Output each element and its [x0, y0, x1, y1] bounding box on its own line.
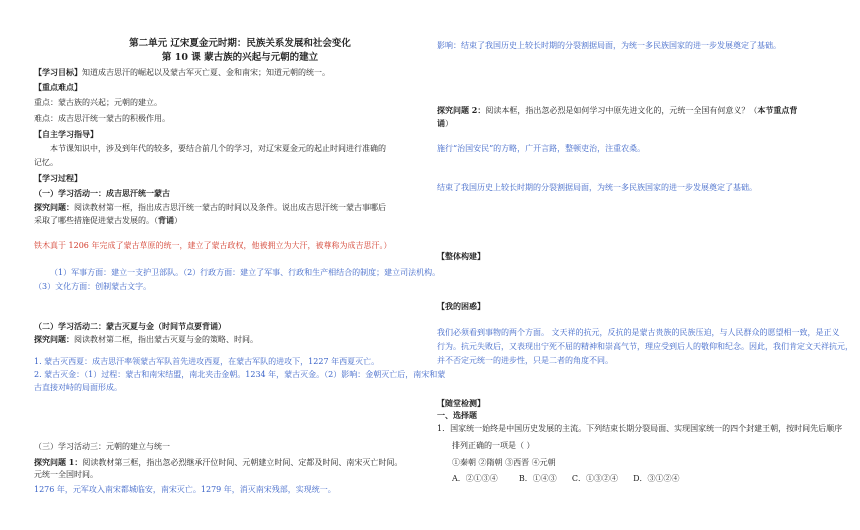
activity1-question-line2: [34, 214, 182, 227]
question2-text: 阅读本框，指出忽必烈是如何学习中原先进文化的，元统一全国有何意义？（: [485, 106, 758, 115]
goal-line: [34, 66, 330, 79]
recite-note: 背诵: [158, 215, 174, 225]
doubt-answer-2: 行为。抗元失败后，又表现出宁死不屈的精神和崇高气节，理应受到后人的敬仰和纪念。因此，我们肯定文天祥抗元，: [437, 342, 853, 351]
activity3-answer: 1276 年，元军攻入南宋都城临安，南宋灭亡。1279 年，消灭南宋残部，实现统一。: [34, 485, 336, 494]
activity1-question-line1: [34, 201, 386, 214]
activity1-question-text: 阅读教材第一框，指出成吉思汗统一蒙古的时间以及条件。说出成吉思汗统一蒙古事哪后: [74, 203, 386, 212]
question2-note-cont: 诵: [437, 118, 445, 128]
difficulty: 难点：成吉思汗统一蒙古的积极作用。: [34, 114, 170, 123]
activity3-title: （三）学习活动三：元朝的建立与统一: [34, 442, 170, 451]
activity1-question-end: ）: [174, 216, 182, 225]
activity2-title: （二）学习活动二：蒙古灭夏与金（时间节点要背诵）: [34, 321, 226, 331]
activity3-question-line2: 元统一全国时间。: [34, 470, 98, 479]
activity2-answer-3: 古直接对峙的局面形成。: [34, 383, 122, 392]
doubt-answer-3: 并不否定元统一的进步性，只是二者的角度不同。: [437, 356, 613, 365]
activity3-question-line1: [34, 456, 402, 469]
guide-label: 【自主学习指导】: [34, 129, 98, 139]
unit-title: 第二单元 辽宋夏金元时期：民族关系发展和社会变化: [129, 38, 351, 49]
option-b[interactable]: B．①④③: [518, 474, 557, 483]
doubt-answer-1: 我们必须看到事物的两个方面。 文天祥的抗元，反抗的是蒙古贵族的民族压迫，与人民群众的愿望相一致，是正义: [437, 328, 840, 337]
question1-line1: 1．国家统一始终是中国历史发展的主流。下列结束长期分裂局面、实现国家统一的四个封建王朝，按时间先后顺序: [437, 424, 843, 433]
activity2-answer-1: 1. 蒙古灭西夏：成吉思汗率领蒙古军队首先进攻西夏，在蒙古军队的进攻下，1227 年西夏灭亡。: [34, 357, 380, 366]
test-label: 【随堂检测】: [437, 398, 485, 408]
activity1-answer-1: （1）军事方面：建立一支护卫部队。（2）行政方面：建立了军事、行政和生产相结合的制度；建立司法机构。: [50, 268, 441, 277]
activity3-question-label: 探究问题 1：: [34, 457, 83, 467]
activity1-answer-2: （3）文化方面：创制蒙古文字。: [34, 282, 152, 291]
question2-line1: [437, 104, 797, 117]
structure-label: 【整体构建】: [437, 251, 485, 261]
activity2-answer-2: 2. 蒙古灭金：（1）过程：蒙古和南宋结盟，南北夹击金朝。1234 年，蒙古灭金。（2）影响：金朝灭亡后，南宋和蒙: [34, 370, 446, 379]
top-answer: 影响：结束了我国历史上较长时期的分裂割据局面，为统一多民族国家的进一步发展奠定了基础。: [437, 41, 781, 50]
activity2-question-label: 探究问题：: [34, 334, 74, 344]
question1-options: [452, 473, 680, 485]
activity1-answer-red: 铁木真于 1206 年完成了蒙古草原的统一，建立了蒙古政权，他被拥立为大汗，被尊称为成吉思汗。）: [34, 241, 392, 250]
guide-text-1: 本节课知识中，涉及到年代的较多，要结合前几个的学习，对辽宋夏金元的起止时间进行准确的: [50, 144, 386, 153]
question2-line2: [437, 117, 453, 130]
lesson-title: 第 10 课 蒙古族的兴起与元朝的建立: [161, 52, 319, 63]
question2-note: 本节重点背: [757, 105, 798, 115]
activity2-question-line: [34, 333, 258, 346]
activity1-question-label: 探究问题：: [34, 202, 74, 212]
activity2-question-text: 阅读教材第二框，指出蒙古灭夏与金的策略、时间。: [74, 335, 258, 344]
activity3-question-text: 阅读教材第三框，指出忽必烈继承汗位时间、元朝建立时间、定都及时间、南宋灭亡时间。: [82, 458, 403, 467]
option-d[interactable]: D．③①②④: [633, 474, 680, 483]
question1-items: ①秦朝 ②隋朝 ③西晋 ④元朝: [452, 458, 556, 467]
question2-answer-1: 施行“治国安民”的方略，广开言路，整顿吏治，注重农桑。: [437, 144, 646, 153]
question1-line2: 排列正确的一项是（ ）: [452, 441, 535, 450]
process-label: 【学习过程】: [34, 173, 82, 183]
option-c[interactable]: C．①③②④: [571, 474, 618, 483]
section-choice: 一、选择题: [437, 410, 477, 420]
activity1-question-text-2: 采取了哪些措施促进蒙古发展的。（: [34, 216, 158, 225]
key-label: 【重点难点】: [34, 82, 82, 92]
goal-text: 知道成吉思汗的崛起以及蒙古军灭亡夏、金和南宋；知道元朝的统一。: [82, 68, 330, 77]
doubt-label: 【我的困惑】: [437, 301, 485, 311]
guide-text-2: 记忆。: [34, 158, 58, 167]
option-a[interactable]: A．②①③④: [452, 474, 498, 483]
goal-label: 【学习目标】: [34, 67, 82, 77]
question2-answer-2: 结束了我国历史上较长时期的分裂割据局面，为统一多民族国家的进一步发展奠定了基础。: [437, 183, 757, 192]
activity1-title: （一）学习活动一：成吉思汗统一蒙古: [34, 188, 170, 198]
question2-label: 探究问题 2：: [437, 105, 486, 115]
question2-end: ）: [445, 119, 453, 128]
key-point: 重点：蒙古族的兴起；元朝的建立。: [34, 98, 162, 107]
